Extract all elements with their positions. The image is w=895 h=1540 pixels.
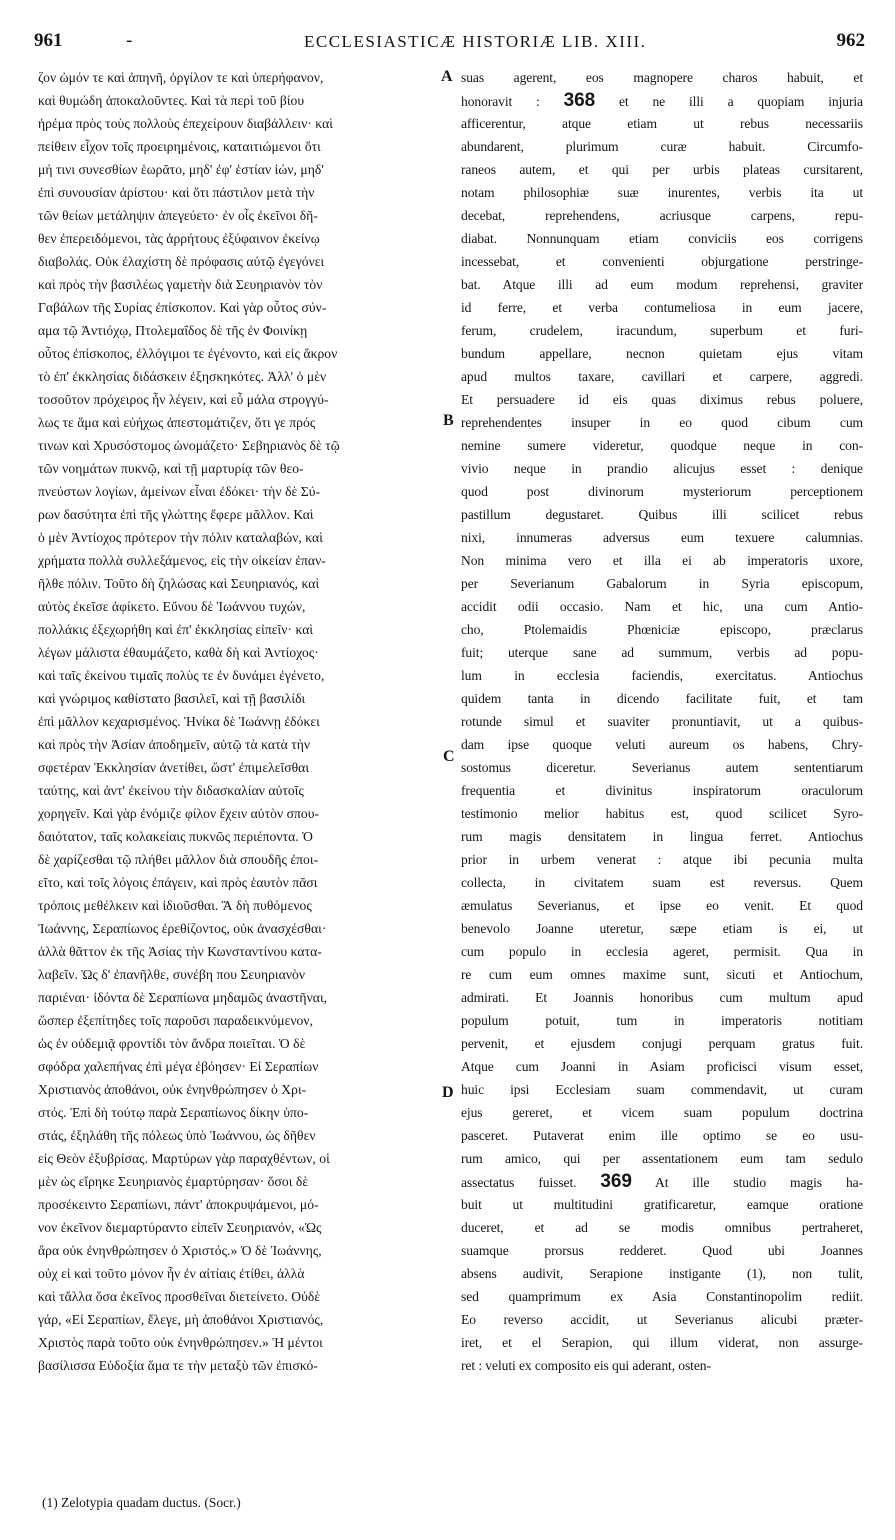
latin-text-line: iret, et el Serapion, qui illum viderat, non assurge- <box>461 1335 863 1350</box>
latin-text-line: pastillum degustaret. Quibus illi scilicet rebus <box>461 507 863 522</box>
latin-text-line: abundarent, plurimum curæ habuit. Circumfo- <box>461 139 863 154</box>
latin-text-line: suas agerent, eos magnopere charos habuit, et <box>461 70 863 85</box>
greek-text-line: στός. Ἐπὶ δὴ τούτῳ παρὰ Σεραπίωνος δίκην ὑπο- <box>38 1105 309 1120</box>
greek-text-line: γάρ, «Εἰ Σεραπίων, ἔλεγε, μὴ ἀποθάνοι Χριστιανός, <box>38 1312 324 1327</box>
latin-text-line: decebat, reprehendens, acriusque carpens, repu- <box>461 208 863 223</box>
latin-text-line: collecta, in civitatem suam est reversus. Quem <box>461 875 863 890</box>
greek-text-line: δαιότατον, ταῖς κολακείαις πυκνῶς περιέποντα. Ὁ <box>38 829 313 844</box>
greek-text-line: αμα τῷ Ἀντιόχῳ, Πτολεμαΐδος δὲ τῆς ἐν Φοινίκῃ <box>38 323 308 338</box>
latin-text-line: reprehendentes insuper in eo quod cibum cum <box>461 415 863 430</box>
latin-text-line: vivio neque in prandio alicujus esset : denique <box>461 461 863 476</box>
greek-text-line: καὶ ταῖς ἐκείνου τιμαῖς πολὺς τε ἐν δυνάμει ἐγένετο, <box>38 668 325 683</box>
greek-text-line: λαβεῖν. Ὡς δ' ἐπανῆλθε, συνέβη που Σευηριανὸν <box>38 967 306 982</box>
latin-text-line: pervenit, et ejusdem conjugi perquam gratus fuit. <box>461 1036 863 1051</box>
greek-text-line: ρων δασύτητα ἐπὶ τῆς γλώττης ἔφερε μᾶλλον. Καὶ <box>38 507 314 522</box>
latin-text-line: afficerentur, atque etiam ut rebus necessariis <box>461 116 863 131</box>
latin-text-line: cho, Ptolemaidis Phœniciæ episcopo, præclarus <box>461 622 863 637</box>
footnote: (1) Zelotypia quadam ductus. (Socr.) <box>42 1495 241 1510</box>
greek-text-line: Γαβάλων τῆς Συρίας ἐπίσκοπον. Καὶ γὰρ οὗτος σύν- <box>38 300 327 315</box>
latin-text-line: rum magis densitatem in lingua ferret. Antiochus <box>461 829 863 844</box>
header-dash: - <box>126 30 133 51</box>
greek-text-line: βασίλισσα Εὐδοξία ἅμα τε τὴν μεταξὺ τῶν ἐπισκό- <box>38 1358 318 1373</box>
greek-text-line: πνεύστων λογίων, ἀμείνων εἶναι ἐδόκει· τὴν δὲ Σύ- <box>38 484 321 499</box>
latin-text-line: fuit; uterque sane ad summum, verbis ad popu- <box>461 645 863 660</box>
greek-text-line: ἠρέμα πρὸς τοὺς πολλοὺς ἐπεχείρουν διαβάλλειν· καὶ <box>38 116 333 131</box>
latin-text-line: nixi, innumeras adversus eum texuere calumnias. <box>461 530 863 545</box>
latin-text-line: admirati. Et Joannis honoribus cum multum apud <box>461 990 863 1005</box>
page-number-left: 961 <box>34 30 63 51</box>
margin-letter-d: D <box>442 1084 454 1101</box>
greek-text-line: νον ἐκεῖνον διεμαρτύραντο εἰπεῖν Σευηριανόν, «Ὡς <box>38 1220 322 1235</box>
latin-text-line: quidem tanta in dicendo facilitate fuit, et tam <box>461 691 863 706</box>
latin-text-line: accidit odii occasio. Nam et hic, una cum Antio- <box>461 599 863 614</box>
greek-text-line: Ἰωάννης, Σεραπίωνος ἐρεθίζοντος, οὐκ ἀνασχέσθαι· <box>38 921 327 936</box>
greek-text-line: τὸ ἐπ' ἐκκλησίας διδάσκειν ἐξησκηκότες. Ἀλλ' ὁ μὲν <box>38 369 327 384</box>
latin-text-line: populum potuit, tum in imperatoris notitiam <box>461 1013 863 1028</box>
latin-text-line: lum in ecclesia faciendis, exercitatus. Antiochus <box>461 668 863 683</box>
greek-text-line: παριέναι· ἰδόντα δὲ Σεραπίωνα μηδαμῶς ἀναστῆναι, <box>38 990 328 1005</box>
latin-text-line: æmulatus Severianus, et ipse eo venit. Et quod <box>461 898 863 913</box>
latin-text-line: dam ipse quoque veluti aureum os habens, Chry- <box>461 737 863 752</box>
latin-text-line: rotunde simul et suaviter pronuntiavit, ut a quibus- <box>461 714 863 729</box>
latin-text-line: Atque cum Joanni in Asiam proficisci visum esset, <box>461 1059 863 1074</box>
greek-text-line: πολλάκις ἐξεχωρήθη καὶ ἐπ' ἐκκλησίας εἰπεῖν· καὶ <box>38 622 314 637</box>
greek-text-line: καὶ θυμώδη ἀποκαλοῦντες. Καὶ τὰ περὶ τοῦ βίου <box>38 93 305 108</box>
margin-letter-b: B <box>443 412 454 429</box>
latin-text-line: buit ut multitudini gratificaretur, eamque oratione <box>461 1197 863 1212</box>
latin-text-line: cum populo in ecclesia ageret, permisit. Qua in <box>461 944 863 959</box>
greek-text-line: καὶ γνώριμος καθίστατο βασιλεῖ, καὶ τῇ βασιλίδι <box>38 691 306 706</box>
latin-text-line: notam philosophiæ suæ inurentes, verbis ita ut <box>461 185 863 200</box>
latin-text-column <box>461 66 863 1377</box>
latin-text-line: prior in urbem venerat : atque ibi pecunia multa <box>461 852 863 867</box>
page-number-right: 962 <box>836 30 865 51</box>
greek-text-line: τῶν νοημάτων πυκνῷ, καὶ τῇ μαρτυρίᾳ τῶν θεο- <box>38 461 304 476</box>
greek-text-line: πείθειν εἶχον τοῖς προειρημένοις, καταιτιώμενοι ὅτι <box>38 139 321 154</box>
greek-text-line: χρήματα πολλὰ συλλεξάμενος, εἰς τὴν οἰκείαν ἐπαν- <box>38 553 326 568</box>
greek-text-line: τῶν θείων μετάληψιν ἀπεγεύετο· ἐν οἷς ἐκεῖνοι δῆ- <box>38 208 318 223</box>
latin-text-line: diabat. Nonnunquam etiam conviciis eos corrigens <box>461 231 863 246</box>
latin-text-line: nemine sumere videretur, quodque neque in con- <box>461 438 863 453</box>
latin-text-line: suamque prorsus redderet. Quod ubi Joannes <box>461 1243 863 1258</box>
latin-text-line: huic ipsi Ecclesiam suam commendavit, ut curam <box>461 1082 863 1097</box>
greek-text-line: ὡς ἐν οὐδεμιᾷ φροντίδι τὸν ἄνδρα ποιεῖται. Ὁ δὲ <box>38 1036 306 1051</box>
latin-text-line: per Severianum Gabalorum in Syria episcopum, <box>461 576 863 591</box>
greek-text-line: χορηγεῖν. Καὶ γὰρ ἐνόμιζε φίλον ἔχειν αὐτὸν σπου- <box>38 806 320 821</box>
margin-letter-c: C <box>443 748 455 765</box>
greek-text-line: λέγων μάλιστα ἐθαυμάζετο, καθὰ δὴ καὶ Ἀντίοχος· <box>38 645 319 660</box>
latin-text-line: ejus gereret, et vicem suam populum doctrina <box>461 1105 863 1120</box>
greek-text-line: ἐπὶ συνουσίαν ἀρίστου· καὶ ὅτι πάστιλον μετὰ τὴν <box>38 185 315 200</box>
greek-text-line: ὁ μὲν Ἀντίοχος πρότερον τὴν πόλιν καταλαβών, καὶ <box>38 530 323 545</box>
greek-text-line: μὲν ὡς εἴρηκε Σευηριανὸς ἐμαρτύρησαν· ὅσοι δὲ <box>38 1174 309 1189</box>
latin-text-line: assectatus fuisset. 369 At ille studio magis ha- <box>461 1171 863 1192</box>
latin-text-line: frequentia et divinitus inspiratorum oraculorum <box>461 783 863 798</box>
greek-text-line: ῆλθε πόλιν. Τοῦτο δὴ ζηλώσας καὶ Σευηριανός, καὶ <box>38 576 320 591</box>
greek-text-line: εῖτο, καὶ τοῖς λόγοις ἐπάγειν, καὶ πρὸς ἑαυτὸν πᾶσι <box>38 875 318 890</box>
latin-text-line: raneos autem, et qui per urbis plateas cursitarent, <box>461 162 863 177</box>
latin-text-line: pasceret. Putaverat enim ille optimo se eo usu- <box>461 1128 863 1143</box>
greek-text-line: τρόποις μεθέλκειν καὶ ἰδιοῦσθαι. Ἃ δὴ πυθόμενος <box>38 898 312 913</box>
marginal-page-number: 368 <box>563 90 596 111</box>
latin-text-line: ret : veluti ex composito eis qui aderant, osten- <box>461 1358 711 1373</box>
latin-text-line: benevolo Joanne uteretur, sæpe etiam is ei, ut <box>461 921 863 936</box>
greek-text-line: τοσοῦτον πρόχειρος ἦν λέγειν, καὶ εὖ μάλα στρογγύ- <box>38 392 329 407</box>
greek-text-line: ἀλλὰ θᾶττον ἐκ τῆς Ἀσίας τὴν Κωνσταντίνου κατα- <box>38 944 322 959</box>
greek-text-line: Χριστὸς παρὰ τοῦτο οὐκ ἐνηνθρώπησεν.» Ἡ μέντοι <box>38 1335 323 1350</box>
latin-text-line: bat. Atque illi ad eum modum reprehensi, graviter <box>461 277 863 292</box>
greek-text-line: λως τε ἅμα καὶ εὐήχως ἀπεστομάτιζεν, ὅτι γε πρός <box>38 415 316 430</box>
latin-text-line: bundum appellare, necnon quietam ejus vitam <box>461 346 863 361</box>
greek-text-line: τινων καὶ Χρυσόστομος ὠνομάζετο· Σεβηριανὸς δὲ τῷ <box>38 438 340 453</box>
latin-text-line: sostomus diceretur. Severianus autem sententiarum <box>461 760 863 775</box>
greek-text-line: στάς, ἐξηλάθη τῆς πόλεως ὑπὸ Ἰωάννου, ὡς δῆθεν <box>38 1128 316 1143</box>
running-title: ECCLESIASTICÆ HISTORIÆ LIB. XIII. <box>304 32 647 51</box>
greek-text-line: διαβολάς. Οὐκ ἐλαχίστη δὲ πρόφασις αὐτῷ ἐγεγόνει <box>38 254 325 269</box>
greek-text-line: ἐπὶ μᾶλλον κεχαρισμένος. Ἡνίκα δὲ Ἰωάννῃ ἐδόκει <box>38 714 320 729</box>
marginal-page-number: 369 <box>600 1171 632 1192</box>
latin-text-line: Non minima vero et illa ei ab imperatoris uxore, <box>461 553 863 568</box>
margin-letter-a: A <box>441 68 453 85</box>
greek-text-line: θεν ἐπερειδόμενοι, τὰς ἀρρήτους ἐξύφαινον ἐκείνῳ <box>38 231 320 246</box>
greek-text-line: εἰς Θεὸν ἐξυβρίσας. Μαρτύρων γὰρ παραχθέντων, οἱ <box>38 1151 330 1166</box>
greek-text-line: καὶ τἄλλα ὅσα ἐκεῖνος προσθεῖναι διετείνετο. Οὐδὲ <box>38 1289 321 1304</box>
latin-text-line: testimonio melior habitus est, quod scilicet Syro- <box>461 806 863 821</box>
greek-text-line: μή τινι συνεσθίων ἑωρᾶτο, μηδ' ἐφ' ἑστίαν ἰών, μηδ' <box>38 162 324 177</box>
greek-text-column <box>38 66 430 1377</box>
greek-text-line: προσέκειντο Σεραπίωνι, πάντ' ἀποκρυψάμενοι, μό- <box>38 1197 319 1212</box>
latin-text-line: re cum eum omnes maxime sunt, sicuti et Antiochum, <box>461 967 863 982</box>
latin-text-line: quod post divinorum mysteriorum perceptionem <box>461 484 863 499</box>
greek-text-line: σφόδρα χαλεπήνας ἐπὶ μέγα ἐβόησεν· Εἰ Σεραπίων <box>38 1059 319 1074</box>
latin-text-line: incessebat, et convenienti objurgatione perstringe- <box>461 254 863 269</box>
latin-text-line: duceret, et ad se modis omnibus pertraheret, <box>461 1220 863 1235</box>
latin-text-line: id ferre, et verba contumeliosa in eum jacere, <box>461 300 863 315</box>
running-header <box>34 30 865 58</box>
latin-text-line: Eo reverso accidit, ut Severianus alicubi præter- <box>461 1312 863 1327</box>
greek-text-line: οὐχ εἰ καὶ τοῦτο μόνον ἦν ἐν αἰτίαις ἐτίθει, ἀλλὰ <box>38 1266 305 1281</box>
greek-text-line: ἄρα οὐκ ἐνηνθρώπησεν ὁ Χριστός.» Ὁ δὲ Ἰωάννης, <box>38 1243 322 1258</box>
greek-text-line: ταύτης, καὶ ἀντ' ἐκείνου τὴν διδασκαλίαν αὐτοῖς <box>38 783 304 798</box>
greek-text-line: οὗτος ἐπίσκοπος, ἐλλόγιμοι τε ἐγένοντο, καὶ εἰς ἄκρον <box>38 346 338 361</box>
greek-text-line: Χριστιανὸς ἀποθάνοι, οὐκ ἐνηνθρώπησεν ὁ Χρι- <box>38 1082 307 1097</box>
greek-text-line: καὶ πρὸς τὴν βασιλέως γαμετὴν διὰ Σευηριανὸν τὸν <box>38 277 323 292</box>
latin-text-line: sed quamprimum ex Asia Constantinopolim rediit. <box>461 1289 863 1304</box>
greek-text-line: ζον ὠμόν τε καὶ ἀπηνῆ, ὀργίλον τε καὶ ὑπερήφανον, <box>38 70 324 85</box>
latin-text-line: honoravit : 368 et ne illi a quopiam injuria <box>461 90 863 111</box>
latin-text-line: Et persuadere id eis quas diximus rebus poluere, <box>461 392 863 407</box>
latin-text-line: absens audivit, Serapione instigante (1), non tulit, <box>461 1266 863 1281</box>
latin-text-line: ferum, crudelem, iracundum, superbum et furi- <box>461 323 863 338</box>
greek-text-line: αὐτὸς ἐκεῖσε ἀφίκετο. Εὔνου δὲ Ἰωάννου τυχών, <box>38 599 306 614</box>
latin-text-line: apud multos taxare, cavillari et carpere, aggredi. <box>461 369 863 384</box>
latin-text-line: rum amico, qui per assentationem eum tam sedulo <box>461 1151 863 1166</box>
greek-text-line: καὶ πρὸς τὴν Ἀσίαν ἀποδημεῖν, αὐτῷ τὰ κατὰ τὴν <box>38 737 311 752</box>
greek-text-line: ὥσπερ ἐξεπίτηδες τοῖς παροῦσι παραδεικνύμενον, <box>38 1013 314 1028</box>
greek-text-line: δὲ χαρίζεσθαι τῷ πλήθει μᾶλλον διὰ σπουδῆς ἐποι- <box>38 852 319 867</box>
greek-text-line: σφετέραν Ἐκκλησίαν ἀνετίθει, ὥστ' ἐπιμελεῖσθαι <box>38 760 310 775</box>
